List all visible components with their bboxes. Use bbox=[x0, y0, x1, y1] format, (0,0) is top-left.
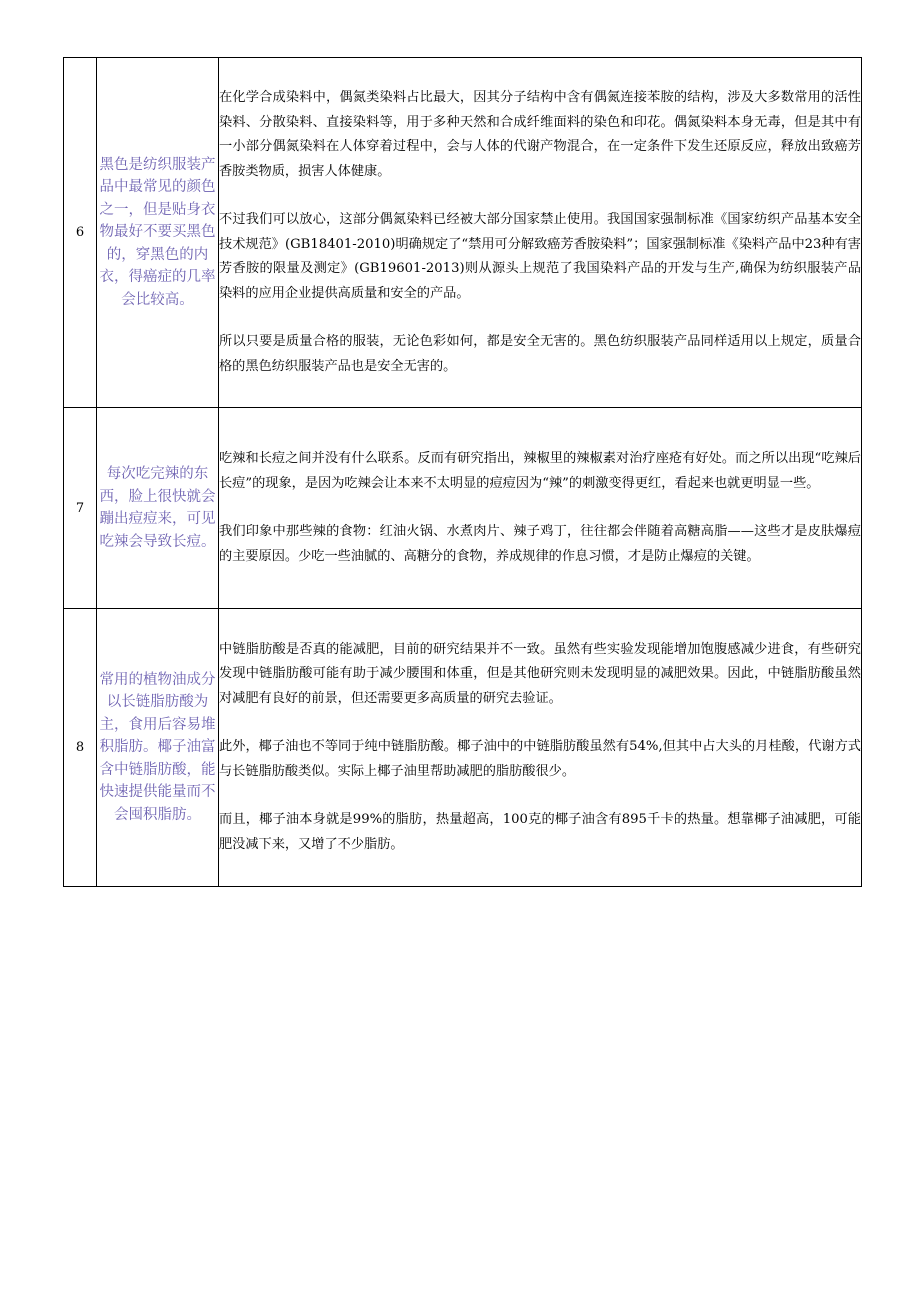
explanation-paragraph: 吃辣和长痘之间并没有什么联系。反而有研究指出，辣椒里的辣椒素对治疗座疮有好处。而之所以出现“吃辣后长痘”的现象，是因为吃辣会让本来不太明显的痘痘因为“辣”的刺激变得更红，看起来也就更明显一些。 bbox=[219, 451, 861, 491]
row-number: 7 bbox=[64, 408, 97, 609]
row-number: 8 bbox=[64, 609, 97, 887]
explanation-paragraph: 此外，椰子油也不等同于纯中链脂肪酸。椰子油中的中链脂肪酸虽然有54%,但其中占大头的月桂酸，代谢方式与长链脂肪酸类似。实际上椰子油里帮助减肥的脂肪酸很少。 bbox=[219, 739, 861, 779]
explanation-paragraph: 在化学合成染料中，偶氮类染料占比最大，因其分子结构中含有偶氮连接苯胺的结构，涉及大多数常用的活性染料、分散染料、直接染料等，用于多种天然和合成纤维面料的染色和印花。偶氮染料本身无毒，但是其中有一小部分偶氮染料在人体穿着过程中，会与人体的代谢产物混合，在一定条件下发生还原反应，释放出致癌芳香胺类物质，损害人体健康。 bbox=[219, 90, 861, 179]
table-row bbox=[64, 58, 862, 408]
row-number: 6 bbox=[64, 58, 97, 408]
rumor-text bbox=[97, 609, 219, 887]
explanation-paragraph: 所以只要是质量合格的服装，无论色彩如何，都是安全无害的。黑色纺织服装产品同样适用以上规定，质量合格的黑色纺织服装产品也是安全无害的。 bbox=[219, 334, 861, 374]
explanation-paragraph: 不过我们可以放心，这部分偶氮染料已经被大部分国家禁止使用。我国国家强制标准《国家纺织产品基本安全技术规范》(GB18401-2010)明确规定了“禁用可分解致癌芳香胺染料”；国家强制标准《染料产品中23种有害芳香胺的限量及测定》(GB19601-2013)则从源头上规范了我国染料产品的开发与生产,确保为纺织服装产品染料的应用企业提供高质量和安全的产品。 bbox=[219, 212, 861, 301]
rumor-text-content: 每次吃完辣的东西，脸上很快就会蹦出痘痘来，可见吃辣会导致长痘。 bbox=[99, 466, 216, 550]
rumor-text-content: 黑色是纺织服装产品中最常见的颜色之一，但是贴身衣物最好不要买黑色的，穿黑色的内衣，得癌症的几率会比较高。 bbox=[99, 156, 216, 308]
explanation bbox=[219, 58, 862, 408]
rumor-text bbox=[97, 408, 219, 609]
explanation bbox=[219, 408, 862, 609]
rumor-text bbox=[97, 58, 219, 408]
table-row bbox=[64, 609, 862, 887]
table-row bbox=[64, 408, 862, 609]
explanation bbox=[219, 609, 862, 887]
rumor-text-content: 常用的植物油成分以长链脂肪酸为主，食用后容易堆积脂肪。椰子油富含中链脂肪酸，能快速提供能量而不会囤积脂肪。 bbox=[99, 671, 216, 823]
explanation-paragraph: 而且，椰子油本身就是99%的脂肪，热量超高，100克的椰子油含有895千卡的热量。想靠椰子油减肥，可能肥没减下来，又增了不少脂肪。 bbox=[219, 812, 861, 852]
rumor-table bbox=[63, 57, 862, 887]
explanation-paragraph: 我们印象中那些辣的食物：红油火锅、水煮肉片、辣子鸡丁，往往都会伴随着高糖高脂——这些才是皮肤爆痘的主要原因。少吃一些油腻的、高糖分的食物，养成规律的作息习惯，才是防止爆痘的关键。 bbox=[219, 524, 861, 564]
explanation-paragraph: 中链脂肪酸是否真的能减肥，目前的研究结果并不一致。虽然有些实验发现能增加饱腹感减少进食，有些研究发现中链脂肪酸可能有助于减少腰围和体重，但是其他研究则未发现明显的减肥效果。因此，中链脂肪酸虽然对减肥有良好的前景，但还需要更多高质量的研究去验证。 bbox=[219, 641, 861, 706]
